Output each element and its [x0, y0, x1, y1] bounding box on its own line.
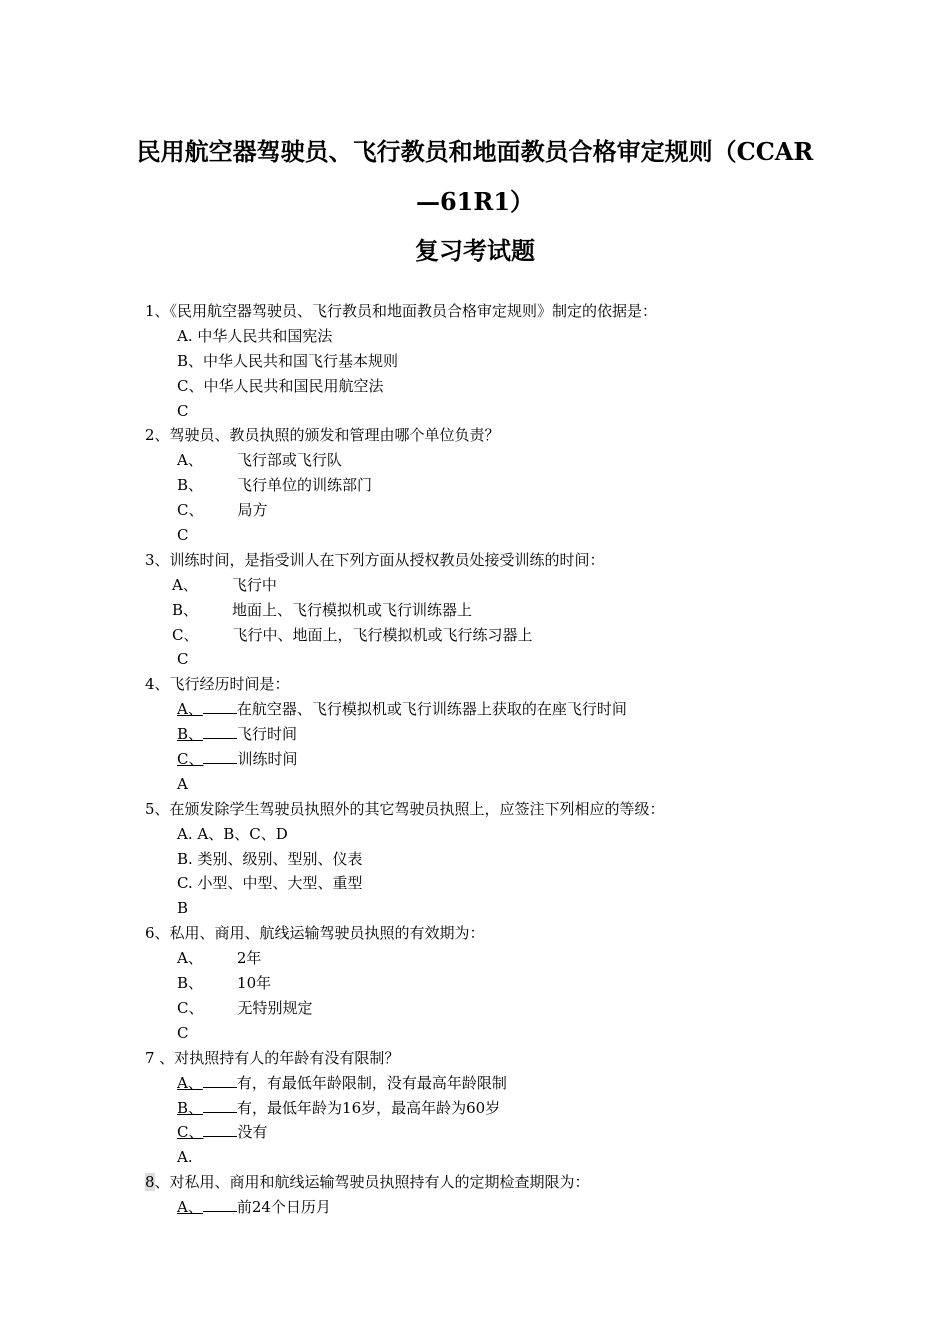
- question-option: [0, 573, 950, 598]
- question-option: [0, 1096, 950, 1121]
- question-option: [0, 1120, 950, 1145]
- option-label: B、: [172, 600, 199, 619]
- question-stem: [0, 1170, 950, 1195]
- question-stem: 7 、对执照持有人的年龄有没有限制？: [145, 1048, 400, 1067]
- question-option: C、中华人民共和国民用航空法: [177, 376, 384, 395]
- question-option: [0, 623, 950, 648]
- question-option: [0, 598, 950, 623]
- option-label: B、: [177, 974, 204, 993]
- question-option: [0, 448, 950, 473]
- option-label: C、: [177, 750, 204, 769]
- option-label: C、: [177, 998, 204, 1017]
- question-answer: A.: [177, 1148, 193, 1167]
- option-text: 有，有最低年龄限制，没有最高年龄限制: [236, 1073, 507, 1092]
- question-answer: C: [177, 401, 189, 420]
- option-label: A、: [172, 575, 198, 594]
- question-option: [0, 722, 950, 747]
- question-option: [0, 473, 950, 498]
- option-text: 前24个日历月: [236, 1198, 331, 1217]
- document-title: 民用航空器驾驶员、飞行教员和地面教员合格审定规则（CCAR: [136, 137, 814, 166]
- option-text: 地面上、飞行模拟机或飞行训练器上: [232, 600, 473, 619]
- question-stem-text: 、对私用、商用和航线运输驾驶员执照持有人的定期检查期限为：: [154, 1173, 590, 1192]
- option-label: A、: [177, 700, 203, 719]
- question-answer: B: [177, 899, 189, 918]
- option-text: 训练时间: [237, 750, 298, 769]
- option-label: C、: [172, 625, 199, 644]
- option-text: 在航空器、飞行模拟机或飞行训练器上获取的在座飞行时间: [236, 700, 627, 719]
- option-text: 10年: [237, 974, 272, 993]
- question-option: [0, 747, 950, 772]
- question-stem: 5、在颁发除学生驾驶员执照外的其它驾驶员执照上，应签注下列相应的等级：: [145, 799, 665, 818]
- question-option: [0, 1071, 950, 1096]
- option-label: C、: [177, 501, 204, 520]
- option-text: 飞行部或飞行队: [236, 451, 342, 470]
- question-option: [0, 1195, 950, 1220]
- question-number: 8: [145, 1173, 155, 1192]
- option-label: B、: [177, 476, 204, 495]
- option-text: 飞行时间: [237, 725, 298, 744]
- option-label: A、: [177, 1198, 203, 1217]
- option-label: B、: [177, 725, 204, 744]
- question-stem: 4、飞行经历时间是：: [145, 675, 290, 694]
- question-stem: 3、训练时间，是指受训人在下列方面从授权教员处接受训练的时间：: [145, 550, 605, 569]
- question-option: [0, 996, 950, 1021]
- option-text: 飞行中、地面上，飞行模拟机或飞行练习器上: [232, 625, 533, 644]
- question-list: [0, 299, 950, 1220]
- question-answer: C: [177, 650, 189, 669]
- option-label: A、: [177, 1073, 203, 1092]
- option-label: A、: [177, 451, 203, 470]
- option-text: 局方: [237, 501, 268, 520]
- question-option: A. A、B、C、D: [177, 824, 288, 843]
- question-answer: A: [177, 774, 188, 793]
- option-label: A、: [177, 949, 203, 968]
- question-answer: C: [177, 526, 189, 545]
- option-text: 飞行单位的训练部门: [237, 476, 373, 495]
- option-label: C、: [177, 1123, 204, 1142]
- question-option: C. 小型、中型、大型、重型: [177, 874, 363, 893]
- question-option: [0, 498, 950, 523]
- question-option: [0, 697, 950, 722]
- question-stem: 6、私用、商用、航线运输驾驶员执照的有效期为：: [145, 924, 485, 943]
- option-text: 有，最低年龄为16岁，最高年龄为60岁: [237, 1098, 501, 1117]
- question-stem: 1、《民用航空器驾驶员、飞行教员和地面教员合格审定规则》制定的依据是：: [145, 302, 658, 320]
- question-option: B. 类别、级别、型别、仪表: [177, 849, 363, 868]
- option-label: B、: [177, 1098, 204, 1117]
- question-stem: 2、驾驶员、教员执照的颁发和管理由哪个单位负责？: [145, 426, 500, 445]
- option-text: 飞行中: [231, 575, 277, 594]
- option-text: 没有: [237, 1123, 268, 1142]
- document-subtitle: 复习考试题: [415, 236, 535, 265]
- document-title-continued: —61R1）: [415, 187, 535, 216]
- option-text: 2年: [236, 949, 262, 968]
- question-option: [0, 946, 950, 971]
- question-answer: C: [177, 1023, 189, 1042]
- question-option: B、中华人民共和国飞行基本规则: [177, 351, 399, 370]
- option-text: 无特别规定: [237, 998, 313, 1017]
- question-option: [0, 971, 950, 996]
- question-option: A. 中华人民共和国宪法: [177, 326, 333, 345]
